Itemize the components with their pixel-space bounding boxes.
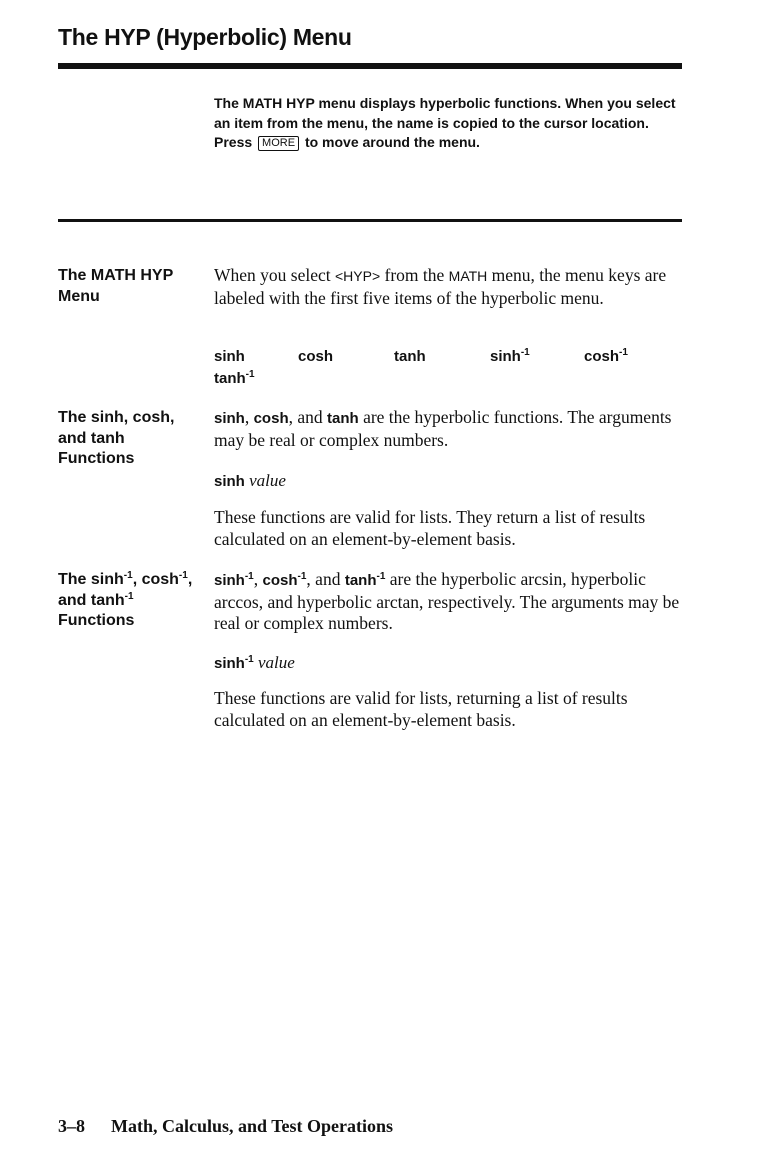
menu-item-sinh: sinh <box>214 348 245 365</box>
heading-line: Menu <box>58 287 100 305</box>
syntax-argument: value <box>249 471 286 490</box>
intro-text-after: to move around the menu. <box>304 134 480 150</box>
command-name: cosh <box>253 410 289 427</box>
command-name: sinh <box>214 473 245 490</box>
inverse-functions-description <box>214 569 684 635</box>
more-key: MORE <box>258 136 299 151</box>
sinh-cosh-tanh-note: These functions are valid for lists. They return a list of results calculated on an element-by-element basis. <box>214 507 646 549</box>
menu-item-cosh: cosh <box>298 348 334 365</box>
body-text: , <box>244 407 254 427</box>
math-label: MATH <box>448 268 488 284</box>
sinh-inverse-syntax <box>214 652 295 674</box>
heading-line: The MATH HYP <box>58 267 174 284</box>
heading-line: Functions <box>58 450 135 467</box>
math-hyp-menu-description <box>214 265 684 309</box>
body-text: from the <box>384 265 445 285</box>
command-name: tanh <box>327 410 359 427</box>
sinh-syntax <box>214 470 286 492</box>
command-name: $\cosh^{-1}$ <box>262 571 307 589</box>
menu-item-cosh-inverse: $\cosh^{-1}$ <box>584 347 628 365</box>
sinh-cosh-tanh-description <box>214 407 684 451</box>
body-text: , and <box>288 407 328 427</box>
heading-line: The $\sinh^{-1}$, $\cosh^{-1}$, <box>58 570 193 588</box>
heading-line: The sinh, cosh, <box>58 409 175 426</box>
section-heading-sinh-cosh-tanh <box>58 408 174 470</box>
body-text: When you select <box>214 265 331 285</box>
hyp-key-label: <HYP> <box>335 268 381 284</box>
section-heading-math-hyp-menu <box>58 266 173 307</box>
heading-line: and $\tanh^{-1}$ <box>58 590 134 609</box>
intro-text-before: The MATH HYP menu displays hyperbolic functions. When you select an item from the menu, the name is copied to the cursor location. Press <box>214 95 676 150</box>
section-heading-inverse-functions <box>58 570 192 632</box>
menu-item-sinh-inverse: $\sinh^{-1}$ <box>490 347 530 365</box>
command-name: $\sinh^{-1}$ <box>214 654 254 672</box>
body-text: are the hyperbolic arcsin, hyperbolic arccos, and hyperbolic arctan, respectively. The arguments may be real or complex numbers. <box>214 569 680 633</box>
heading-line: and tanh <box>58 429 125 447</box>
intro-paragraph <box>214 94 684 153</box>
page-number: 3–8 <box>58 1116 85 1136</box>
chapter-title: Math, Calculus, and Test Operations <box>111 1116 394 1136</box>
body-text: menu, the menu keys are labeled with the first five items of the hyperbolic menu. <box>214 265 667 308</box>
menu-item-tanh-inverse: $\tanh^{-1}$ <box>214 369 255 387</box>
body-text: are the hyperbolic functions. The arguments may be real or complex numbers. <box>214 407 672 450</box>
heading-line: Functions <box>58 612 135 629</box>
section-rule <box>58 219 682 222</box>
top-rule <box>58 63 682 69</box>
syntax-argument: value <box>258 653 295 672</box>
hyp-menu-items <box>214 348 684 392</box>
command-name: sinh <box>214 410 245 427</box>
body-text: , and <box>306 569 345 589</box>
body-text: , <box>253 569 263 589</box>
command-name: $\sinh^{-1}$ <box>214 571 254 589</box>
page-title: The HYP (Hyperbolic) Menu <box>58 24 352 50</box>
command-name: $\tanh^{-1}$ <box>344 571 386 589</box>
inverse-functions-note: These functions are valid for lists, returning a list of results calculated on an element-by-element basis. <box>214 688 628 730</box>
page-footer <box>58 1116 393 1137</box>
menu-item-tanh: tanh <box>394 348 426 365</box>
